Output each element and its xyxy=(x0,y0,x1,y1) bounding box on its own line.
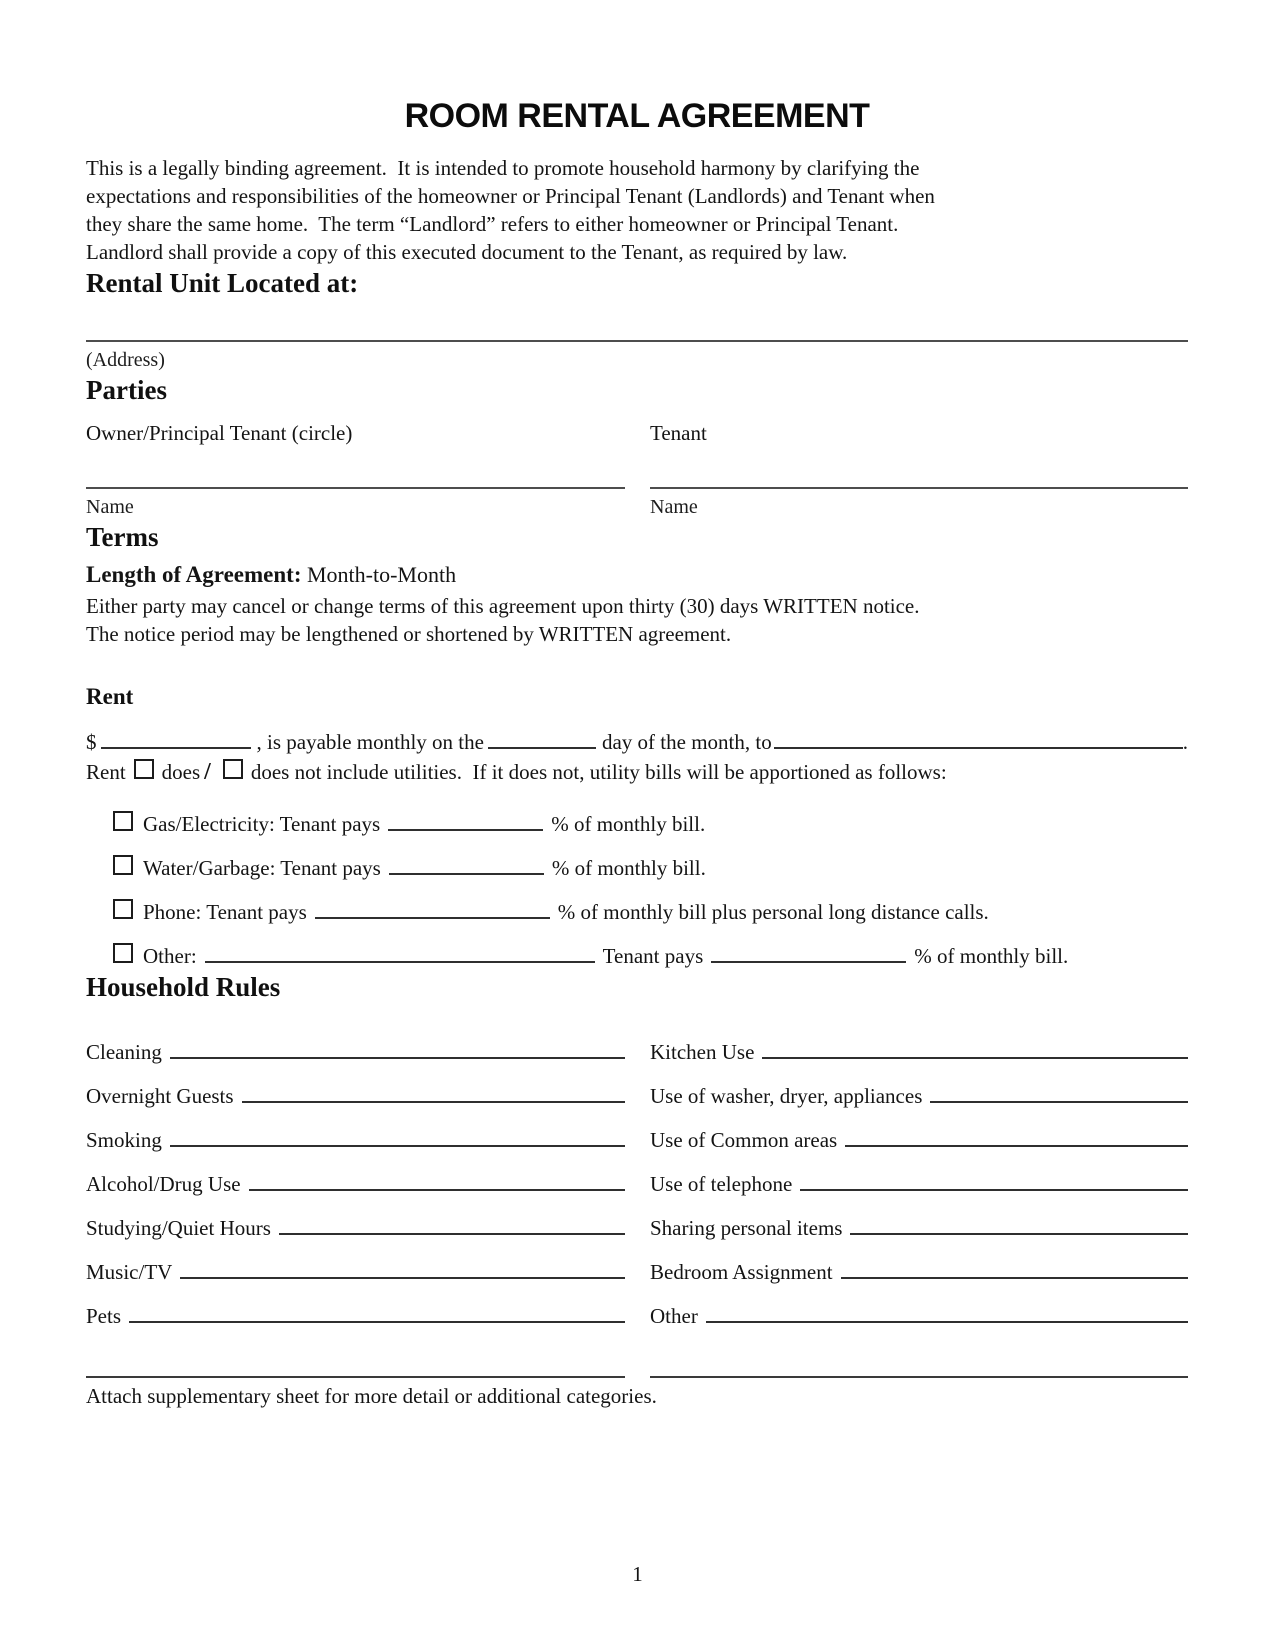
rule-row xyxy=(650,1038,1188,1066)
rent-does-label: does xyxy=(161,760,201,784)
water-garbage-row xyxy=(113,854,1188,882)
document-title: ROOM RENTAL AGREEMENT xyxy=(404,97,870,135)
rule-label: Use of washer, dryer, appliances xyxy=(650,1084,923,1108)
length-of-agreement-value: Month-to-Month xyxy=(301,562,457,587)
rent-does-slash: / xyxy=(204,759,211,785)
rule-row xyxy=(86,1258,625,1286)
gas-electricity-checkbox[interactable] xyxy=(113,811,133,831)
extra-lines-row xyxy=(86,1376,1188,1378)
rule-field-overnight-guests[interactable] xyxy=(242,1089,625,1103)
rule-field-alcohol-drug-use[interactable] xyxy=(249,1177,625,1191)
length-of-agreement-line xyxy=(86,560,1188,590)
rule-field-smoking[interactable] xyxy=(170,1133,625,1147)
rule-label: Sharing personal items xyxy=(650,1216,843,1240)
rule-row xyxy=(650,1302,1188,1330)
rule-label: Other xyxy=(650,1304,698,1328)
rent-payable-text: , is payable monthly on the xyxy=(256,730,484,754)
rule-label: Smoking xyxy=(86,1128,162,1152)
phone-label: Phone: Tenant pays xyxy=(143,900,307,924)
rule-label: Use of telephone xyxy=(650,1172,793,1196)
rule-label: Bedroom Assignment xyxy=(650,1260,833,1284)
rule-field-music-tv[interactable] xyxy=(180,1265,625,1279)
rent-due-day-field[interactable] xyxy=(488,735,596,749)
rule-label: Music/TV xyxy=(86,1260,173,1284)
rule-field-studying-quiet-hours[interactable] xyxy=(279,1221,625,1235)
rent-day-text: day of the month, to xyxy=(601,730,772,754)
other-percent-field[interactable] xyxy=(711,949,906,963)
rule-row xyxy=(86,1126,625,1154)
rule-label: Pets xyxy=(86,1304,122,1328)
extra-field-left[interactable] xyxy=(86,1376,625,1378)
rule-field-cleaning[interactable] xyxy=(170,1045,625,1059)
rent-amount-prefix: $ xyxy=(86,730,97,754)
rent-includes-label: Rent xyxy=(86,760,126,784)
phone-percent-field[interactable] xyxy=(315,905,550,919)
gas-electricity-suffix: % of monthly bill. xyxy=(551,812,706,836)
rule-field-pets[interactable] xyxy=(129,1309,625,1323)
rule-field-telephone[interactable] xyxy=(800,1177,1188,1191)
rule-label: Kitchen Use xyxy=(650,1040,755,1064)
section-heading-parties: Parties xyxy=(86,375,167,405)
rule-field-common-areas[interactable] xyxy=(845,1133,1188,1147)
tenant-label: Tenant xyxy=(650,421,707,445)
rule-row xyxy=(86,1170,625,1198)
rent-utilities-row xyxy=(86,758,1188,786)
rent-amount-field[interactable] xyxy=(101,735,251,749)
rule-label: Alcohol/Drug Use xyxy=(86,1172,241,1196)
rule-row xyxy=(86,1214,625,1242)
rule-row xyxy=(650,1082,1188,1110)
rent-payable-end: . xyxy=(1182,730,1188,754)
gas-electricity-label: Gas/Electricity: Tenant pays xyxy=(143,812,381,836)
intro-line: expectations and responsibilities of the homeowner or Principal Tenant (Landlords) and Tenant when xyxy=(86,184,935,208)
terms-notice-line: The notice period may be lengthened or shortened by WRITTEN agreement. xyxy=(86,622,732,646)
other-utility-checkbox[interactable] xyxy=(113,943,133,963)
address-caption: (Address) xyxy=(86,349,165,371)
intro-line: Landlord shall provide a copy of this executed document to the Tenant, as required by law. xyxy=(86,240,848,264)
rule-field-kitchen-use[interactable] xyxy=(762,1045,1188,1059)
water-garbage-checkbox[interactable] xyxy=(113,855,133,875)
water-garbage-suffix: % of monthly bill. xyxy=(551,856,706,880)
rule-field-sharing-personal-items[interactable] xyxy=(850,1221,1188,1235)
rent-does-checkbox[interactable] xyxy=(134,759,154,779)
owner-name-caption: Name xyxy=(86,496,134,518)
rent-does-not-checkbox[interactable] xyxy=(223,759,243,779)
intro-line: they share the same home. The term “Landlord” refers to either homeowner or Principal Tenant. xyxy=(86,212,899,236)
rule-row xyxy=(86,1038,625,1066)
water-garbage-label: Water/Garbage: Tenant pays xyxy=(143,856,381,880)
rule-label: Overnight Guests xyxy=(86,1084,234,1108)
section-heading-terms: Terms xyxy=(86,522,159,552)
rent-payee-field[interactable] xyxy=(774,735,1183,749)
other-tenant-pays-label: Tenant pays xyxy=(602,944,704,968)
section-heading-household-rules: Household Rules xyxy=(86,972,281,1002)
rule-label: Use of Common areas xyxy=(650,1128,838,1152)
rule-field-washer-dryer-appliances[interactable] xyxy=(930,1089,1188,1103)
rent-does-not-label: does not include utilities. If it does not, utility bills will be apportioned as follows: xyxy=(250,760,947,784)
other-utility-suffix: % of monthly bill. xyxy=(914,944,1069,968)
rule-field-bedroom-assignment[interactable] xyxy=(841,1265,1188,1279)
tenant-name-caption: Name xyxy=(650,496,698,518)
intro-line: This is a legally binding agreement. It is intended to promote household harmony by clarifying the xyxy=(86,156,920,180)
rule-label: Cleaning xyxy=(86,1040,162,1064)
length-of-agreement-label: Length of Agreement: xyxy=(86,562,302,587)
rule-row xyxy=(86,1082,625,1110)
phone-suffix: % of monthly bill plus personal long distance calls. xyxy=(557,900,989,924)
rule-row xyxy=(650,1214,1188,1242)
owner-name-field[interactable] xyxy=(86,487,625,489)
household-rules-grid xyxy=(86,1038,1188,1346)
water-percent-field[interactable] xyxy=(389,861,544,875)
phone-row xyxy=(113,898,1188,926)
gas-electricity-row xyxy=(113,810,1188,838)
owner-label: Owner/Principal Tenant (circle) xyxy=(86,421,353,445)
address-field[interactable] xyxy=(86,340,1188,342)
terms-notice xyxy=(86,592,1188,648)
other-description-field[interactable] xyxy=(205,949,595,963)
other-utility-label: Other: xyxy=(143,944,197,968)
rule-row xyxy=(650,1170,1188,1198)
terms-notice-line: Either party may cancel or change terms of this agreement upon thirty (30) days WRITTEN notice. xyxy=(86,594,920,618)
extra-field-right[interactable] xyxy=(650,1376,1188,1378)
rent-payable-row xyxy=(86,728,1188,756)
rule-field-other[interactable] xyxy=(706,1309,1188,1323)
page-number: 1 xyxy=(632,1562,643,1586)
intro-paragraph xyxy=(86,154,1188,266)
rule-row xyxy=(86,1302,625,1330)
rule-row xyxy=(650,1258,1188,1286)
section-heading-rent: Rent xyxy=(86,684,134,709)
rule-label: Studying/Quiet Hours xyxy=(86,1216,271,1240)
parties-columns xyxy=(86,419,1188,520)
phone-checkbox[interactable] xyxy=(113,899,133,919)
tenant-name-field[interactable] xyxy=(650,487,1188,489)
owner-column xyxy=(86,419,625,520)
tenant-column xyxy=(650,419,1188,520)
section-heading-rental-unit: Rental Unit Located at: xyxy=(86,268,359,298)
rule-row xyxy=(650,1126,1188,1154)
other-utility-row xyxy=(113,942,1188,970)
gas-percent-field[interactable] xyxy=(388,817,543,831)
footnote: Attach supplementary sheet for more detail or additional categories. xyxy=(86,1384,657,1408)
